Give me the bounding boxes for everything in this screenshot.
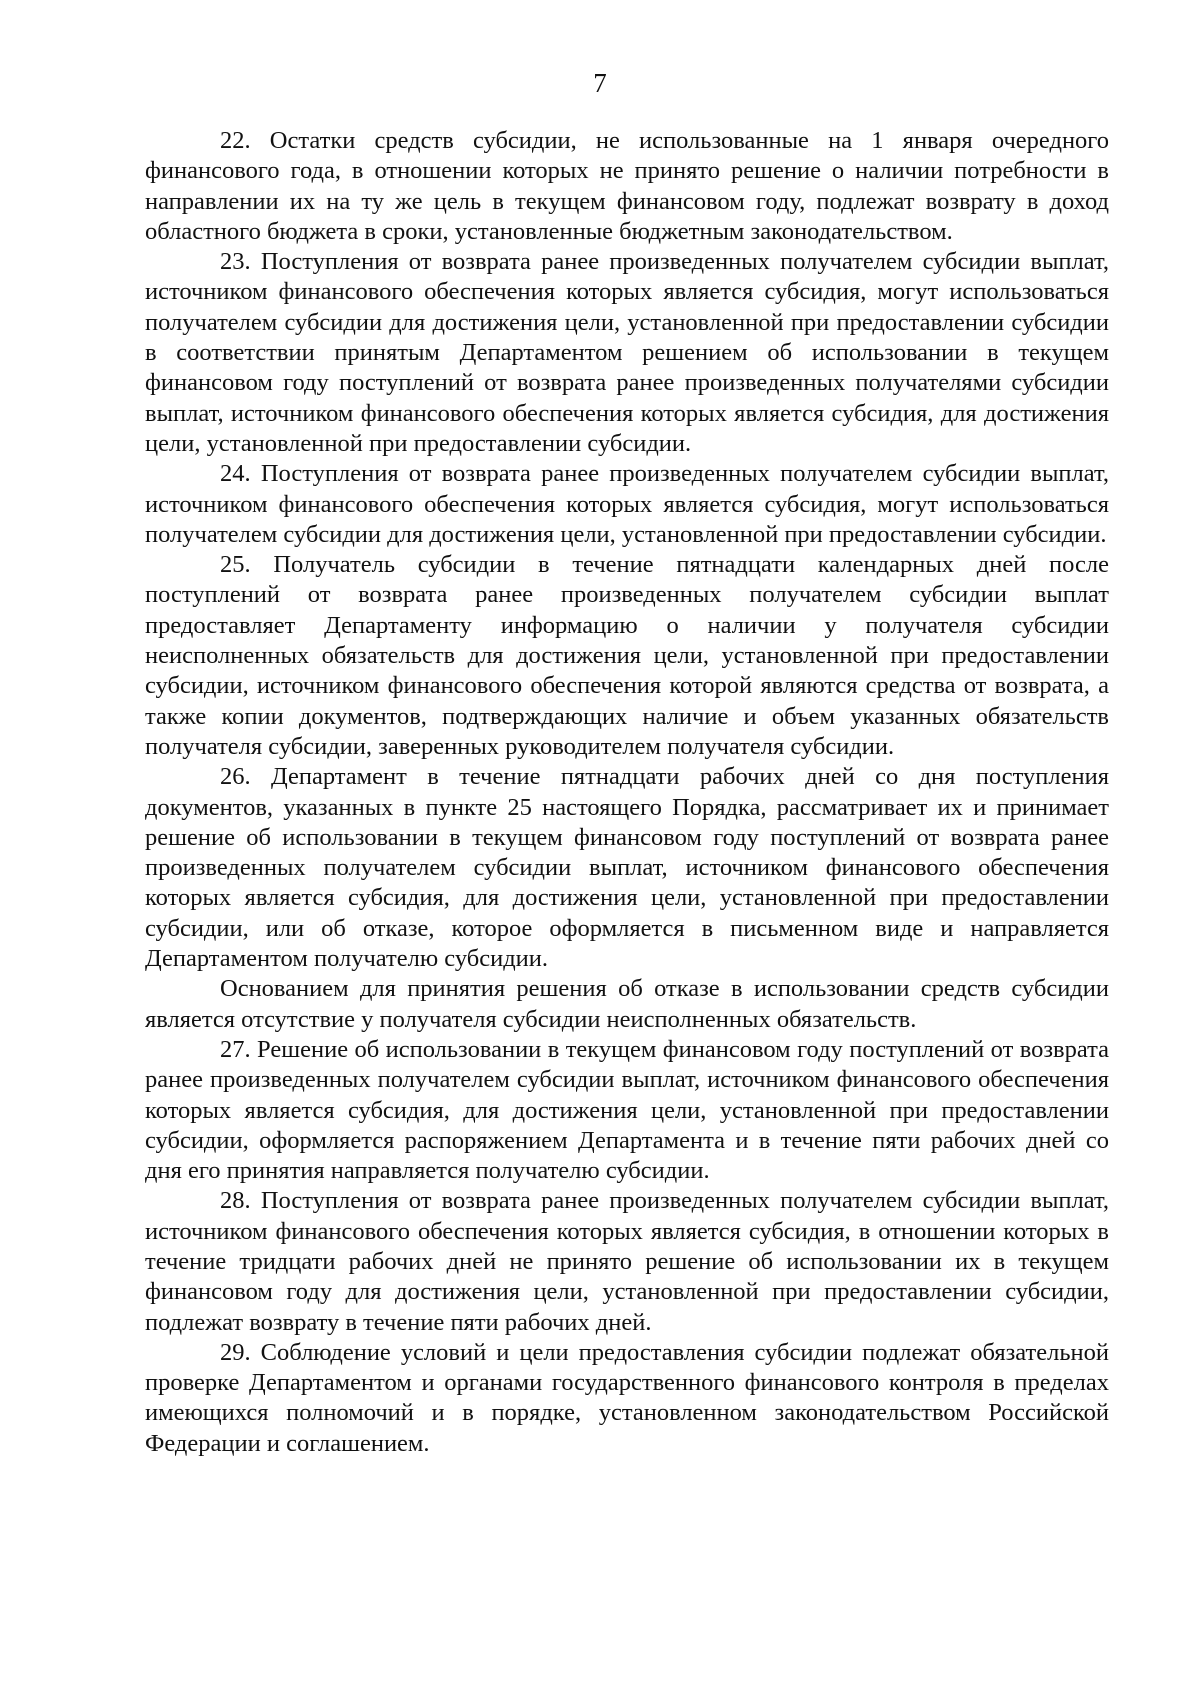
paragraph-26: 26. Департамент в течение пятнадцати рабочих дней со дня поступления документов, указанных в пункте 25 настоящего Порядка, рассматривает их и принимает решение об использовании в текущем финансовом году поступлений от возврата ранее произведенных получателем субсидии выплат, источником финансового обеспечения которых является субсидия, для достижения цели, установленной при предоставлении субсидии, или об отказе, которое оформляется в письменном виде и направляется Департаментом получателю субсидии.	[145, 763, 1109, 973]
paragraph-27: 27. Решение об использовании в текущем финансовом году поступлений от возврата ранее произведенных получателем субсидии выплат, источником финансового обеспечения которых является субсидия, для достижения цели, установленной при предоставлении субсидии, оформляется распоряжением Департамента и в течение пяти рабочих дней со дня его принятия направляется получателю субсидии.	[145, 1035, 1109, 1185]
paragraph-25: 25. Получатель субсидии в течение пятнадцати календарных дней после поступлений от возврата ранее произведенных получателем субсидии выплат предоставляет Департаменту информацию о наличии у получателя субсидии неисполненных обязательств для достижения цели, установленной при предоставлении субсидии, источником финансового обеспечения которой являются средства от возврата, а также копии документов, подтверждающих наличие и объем указанных обязательств получателя субсидии, заверенных руководителем получателя субсидии.	[145, 551, 1109, 760]
paragraph-23: 23. Поступления от возврата ранее произведенных получателем субсидии выплат, источником финансового обеспечения которых является субсидия, могут использоваться получателем субсидии для достижения цели, установленной при предоставлении субсидии в соответствии принятым Департаментом решением об использовании в текущем финансовом году поступлений от возврата ранее произведенных получателями субсидии выплат, источником финансового обеспечения которых является субсидия, для достижения цели, установленной при предоставлении субсидии.	[145, 248, 1109, 457]
paragraph-24: 24. Поступления от возврата ранее произведенных получателем субсидии выплат, источником финансового обеспечения которых является субсидия, могут использоваться получателем субсидии для достижения цели, установленной при предоставлении субсидии.	[145, 460, 1109, 548]
paragraph-26-refusal-basis: Основанием для принятия решения об отказе в использовании средств субсидии является отсутствие у получателя субсидии неисполненных обязательств.	[145, 975, 1109, 1033]
page-number: 7	[593, 68, 607, 98]
paragraph-22: 22. Остатки средств субсидии, не использованные на 1 января очередного финансового года, в отношении которых не принято решение о наличии потребности в направлении их на ту же цель в текущем финансовом году, подлежат возврату в доход областного бюджета в сроки, установленные бюджетным законодательством.	[145, 127, 1109, 245]
paragraph-29: 29. Соблюдение условий и цели предоставления субсидии подлежат обязательной проверке Департаментом и органами государственного финансового контроля в пределах имеющихся полномочий и в порядке, установленном законодательством Российской Федерации и соглашением.	[145, 1338, 1109, 1457]
paragraph-28: 28. Поступления от возврата ранее произведенных получателем субсидии выплат, источником финансового обеспечения которых является субсидия, в отношении которых в течение тридцати рабочих дней не принято решение об использовании их в текущем финансовом году для достижения цели, установленной при предоставлении субсидии, подлежат возврату в течение пяти рабочих дней.	[145, 1187, 1109, 1336]
document-body	[145, 126, 1109, 1459]
